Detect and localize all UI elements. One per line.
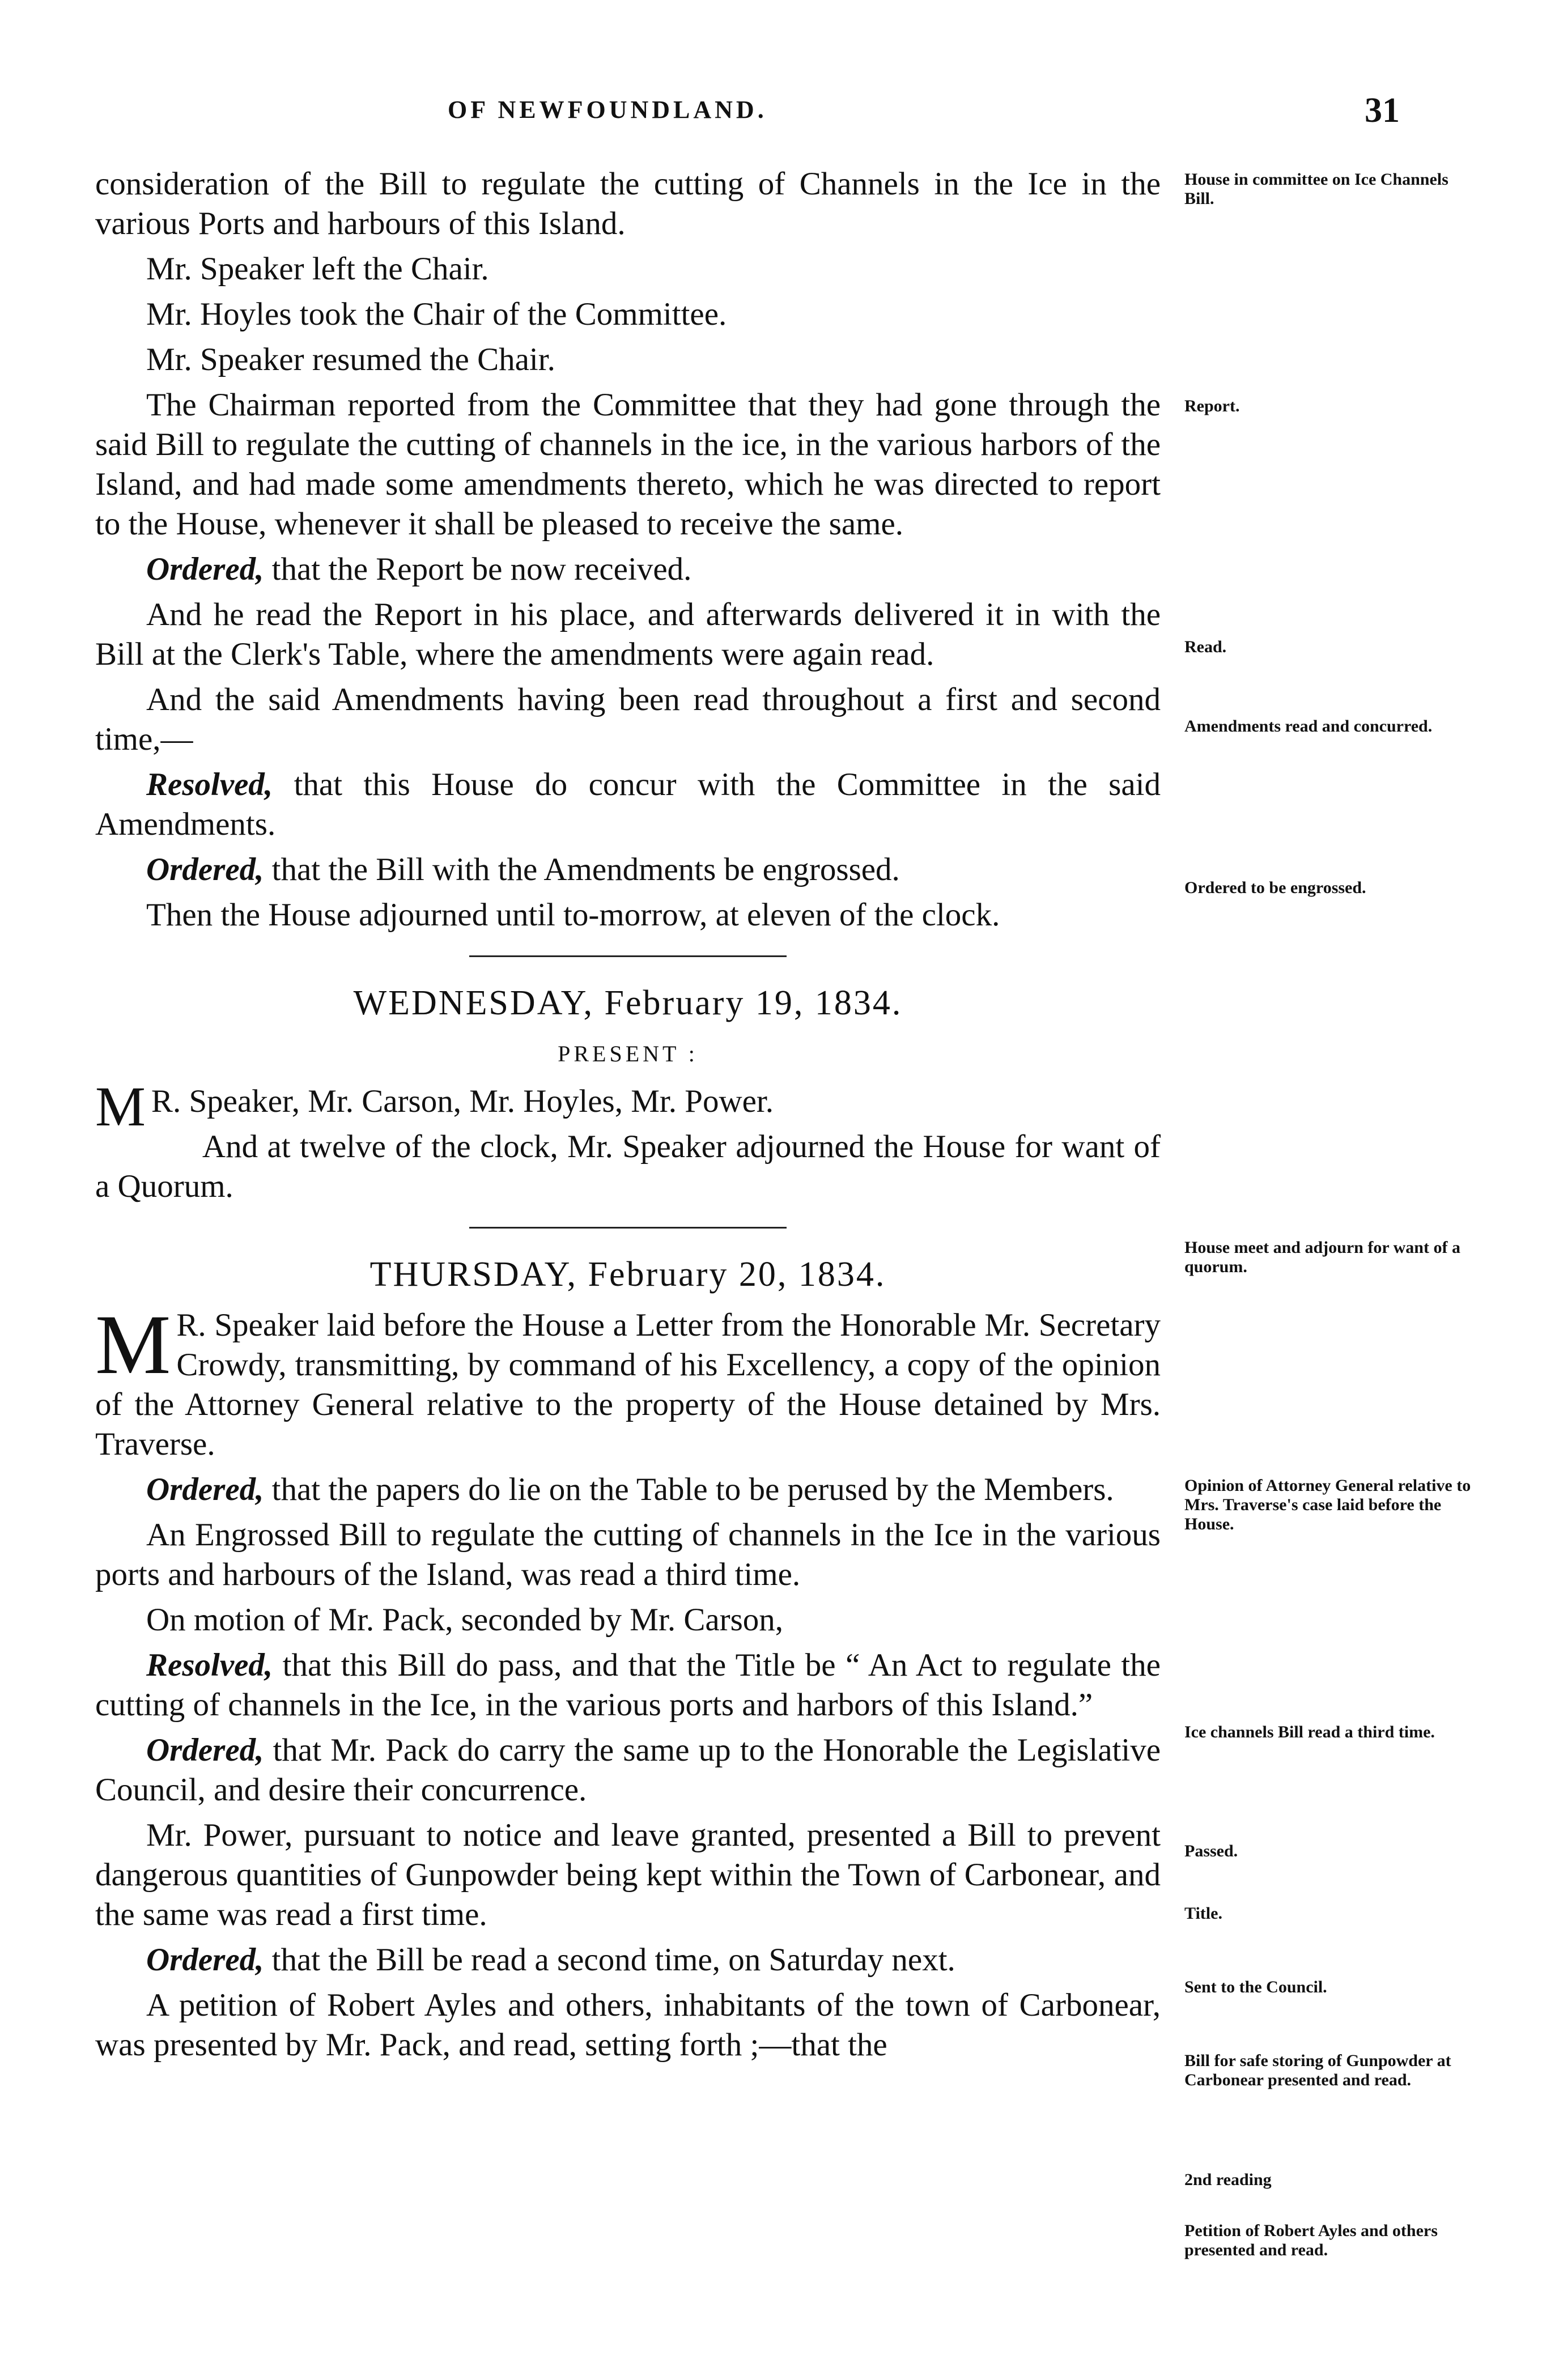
margin-note: House meet and adjourn for want of a quorum.: [1184, 1238, 1460, 1276]
section-divider: [469, 1227, 787, 1229]
drop-cap: M: [95, 1298, 171, 1392]
margin-note: Read.: [1184, 638, 1227, 656]
paragraph: [95, 1646, 1161, 1725]
paragraph: [95, 1731, 1161, 1810]
paragraph-text: that this House do concur with the Committee in the said Amendments.: [95, 767, 1161, 842]
margin-note: 2nd reading: [1184, 2170, 1272, 2189]
paragraph: On motion of Mr. Pack, seconded by Mr. Carson,: [146, 1602, 784, 1638]
margin-note: Opinion of Attorney General relative to Mrs. Traverse's case laid before the House.: [1184, 1476, 1471, 1533]
resolved-label: Resolved,: [146, 767, 273, 802]
paragraph-text: R. Speaker laid before the House a Letter from the Honorable Mr. Secretary Crowdy, transmitting, by command of his Excellency, a copy of the opinion of the Attorney General relative to the property of the House detained by Mrs. Traverse.: [95, 1307, 1161, 1462]
paragraph: Mr. Hoyles took the Chair of the Committee.: [146, 296, 727, 332]
paragraph-text: that this Bill do pass, and that the Title be “ An Act to regulate the cutting of channels in the Ice, in the various ports and harbors of this Island.”: [95, 1647, 1161, 1723]
paragraph-text: R. Speaker, Mr. Carson, Mr. Hoyles, Mr. Power.: [151, 1083, 774, 1119]
margin-note: Petition of Robert Ayles and others presented and read.: [1184, 2221, 1438, 2259]
ordered-label: Ordered,: [146, 1472, 264, 1507]
paragraph: And the said Amendments having been read throughout a first and second time,—: [95, 682, 1161, 757]
section-heading: THURSDAY, February 20, 1834.: [369, 1255, 886, 1294]
drop-cap: M: [95, 1075, 146, 1138]
margin-note: Ice channels Bill read a third time.: [1184, 1723, 1435, 1741]
ordered-label: Ordered,: [146, 551, 264, 587]
present-label: PRESENT :: [558, 1041, 698, 1066]
section-heading: WEDNESDAY, February 19, 1834.: [353, 984, 903, 1022]
paragraph: [95, 1940, 1161, 1980]
paragraph: [95, 765, 1161, 844]
ordered-label: Ordered,: [146, 1732, 264, 1768]
paragraph-text: that the Bill with the Amendments be engrossed.: [264, 852, 900, 887]
margin-note: House in committee on Ice Channels Bill.: [1184, 170, 1448, 208]
paragraph: [95, 1470, 1161, 1510]
running-title: OF NEWFOUNDLAND.: [448, 96, 767, 124]
ordered-label: Ordered,: [146, 852, 264, 887]
paragraph: A petition of Robert Ayles and others, inhabitants of the town of Carbonear, was presented by Mr. Pack, and read, setting forth ;—that the: [95, 1987, 1161, 2063]
attendance-paragraph: [95, 1075, 1161, 1138]
margin-note: Ordered to be engrossed.: [1184, 878, 1366, 897]
paragraph-text: that the Bill be read a second time, on Saturday next.: [264, 1942, 955, 1978]
margin-note: Passed.: [1184, 1842, 1238, 1860]
margin-note: Bill for safe storing of Gunpowder at Carbonear presented and read.: [1184, 2051, 1451, 2089]
paragraph: Mr. Speaker resumed the Chair.: [146, 342, 555, 377]
margin-note: Amendments read and concurred.: [1184, 717, 1433, 736]
letter-paragraph: [95, 1298, 1161, 1464]
paragraph: [95, 550, 1161, 589]
paragraph: An Engrossed Bill to regulate the cutting of channels in the Ice in the various ports and harbours of the Island, was read a third time.: [95, 1517, 1161, 1592]
margin-note: Report.: [1184, 397, 1240, 415]
paragraph-text: that Mr. Pack do carry the same up to the Honorable the Legislative Council, and desire their concurrence.: [95, 1732, 1161, 1808]
paragraph: The Chairman reported from the Committee that they had gone through the said Bill to regulate the cutting of channels in the ice, in the various harbors of the Island, and had made some amendments thereto, which he was directed to report to the House, whenever it shall be pleased to receive the same.: [95, 387, 1161, 542]
paragraph: Mr. Power, pursuant to notice and leave granted, presented a Bill to prevent dangerous quantities of Gunpowder being kept within the Town of Carbonear, and the same was read a first time.: [95, 1817, 1161, 1932]
paragraph: [95, 850, 1161, 890]
paragraph: consideration of the Bill to regulate the cutting of Channels in the Ice in the various Ports and harbours of this Island.: [95, 166, 1161, 241]
page-number: 31: [1365, 91, 1400, 130]
paragraph: And at twelve of the clock, Mr. Speaker adjourned the House for want of a Quorum.: [95, 1129, 1161, 1204]
resolved-label: Resolved,: [146, 1647, 273, 1683]
paragraph: Then the House adjourned until to-morrow, at eleven of the clock.: [146, 897, 1000, 933]
paragraph: Mr. Speaker left the Chair.: [146, 251, 489, 287]
ordered-label: Ordered,: [146, 1942, 264, 1978]
paragraph-text: that the papers do lie on the Table to be perused by the Members.: [264, 1472, 1114, 1507]
margin-notes: [1184, 0, 1479, 2380]
paragraph: And he read the Report in his place, and afterwards delivered it in with the Bill at the Clerk's Table, where the amendments were again read.: [95, 597, 1161, 672]
paragraph-text: that the Report be now received.: [264, 551, 692, 587]
main-text: [95, 164, 1161, 2071]
section-divider: [469, 955, 787, 957]
margin-note: Sent to the Council.: [1184, 1978, 1327, 1996]
margin-note: Title.: [1184, 1904, 1222, 1923]
